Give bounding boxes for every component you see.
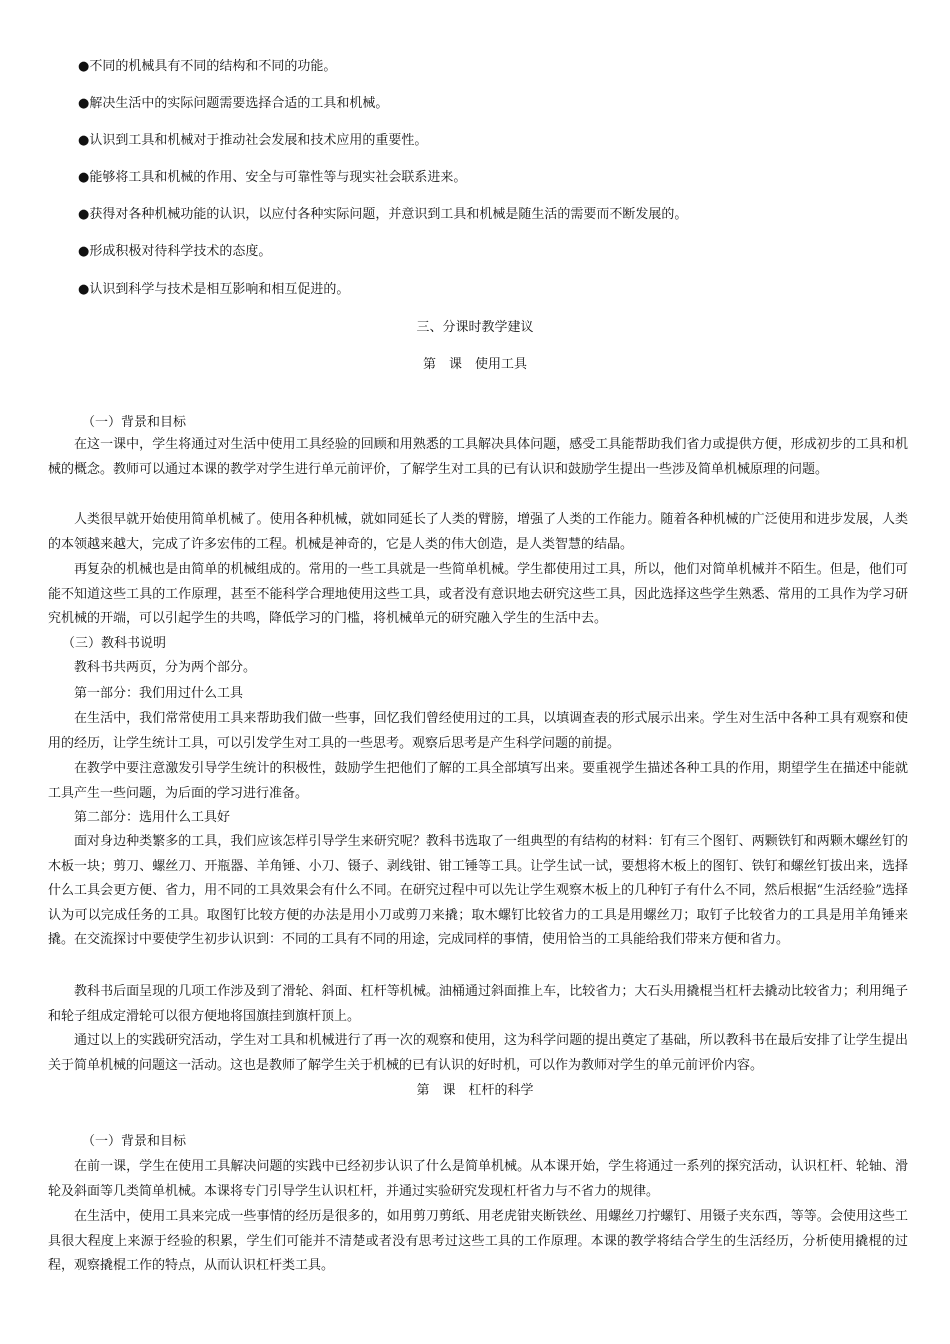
subheading-background: （一）背景和目标 (82, 1134, 187, 1149)
paragraph: 教科书后面呈现的几项工作涉及到了滑轮、斜面、杠杆等机械。油桶通过斜面推上车，比较省力；大石头用撬棍当杠杆去撬动比较省力；利用绳子和轮子组成定滑轮可以很方便地将国旗挂到旗杆顶上。 (48, 984, 908, 1024)
bullet-item: ●形成积极对待科学技术的态度。 (78, 244, 272, 259)
paragraph: 在生活中，我们常常使用工具来帮助我们做一些事，回忆我们曾经使用过的工具，以填调查表的形式展示出来。学生对生活中各种工具有观察和使用的经历，让学生统计工具，可以引发学生对工具的一些思考。观察后思考是产生科学问题的前提。 (48, 711, 908, 751)
subheading-background: （一）背景和目标 (82, 415, 187, 430)
part-title: 第二部分：选用什么工具好 (74, 810, 231, 825)
bullet-item: ●认识到科学与技术是相互影响和相互促进的。 (78, 282, 350, 297)
paragraph: 在教学中要注意激发引导学生统计的积极性，鼓励学生把他们了解的工具全部填写出来。要重视学生描述各种工具的作用，期望学生在描述中能就工具产生一些问题，为后面的学习进行准备。 (48, 761, 908, 801)
paragraph: 通过以上的实践研究活动，学生对工具和机械进行了再一次的观察和使用，这为科学问题的提出奠定了基础，所以教科书在最后安排了让学生提出关于简单机械的问题这一活动。这也是教师了解学生关于机械的已有认识的好时机，可以作为教师对学生的单元前评价内容。 (48, 1033, 908, 1073)
paragraph: 面对身边种类繁多的工具，我们应该怎样引导学生来研究呢？教科书选取了一组典型的有结构的材料：钉有三个图钉、两颗铁钉和两颗木螺丝钉的木板一块；剪刀、螺丝刀、开瓶器、羊角锤、小刀、镊子、剥线钳、钳工锤等工具。让学生试一试，要想将木板上的图钉、铁钉和螺丝钉拔出来，选择什么工具会更方便、省力，用不同的工具效果会有什么不同。在研究过程中可以先让学生观察木板上的几种钉子有什么不同，然后根据“生活经验”选择认为可以完成任务的工具。取图钉比较方便的办法是用小刀或剪刀来撬；取木螺钉比较省力的工具是用螺丝刀；取钉子比较省力的工具是用羊角锤来撬。在交流探讨中要使学生初步认识到：不同的工具有不同的用途，完成同样的事情，使用恰当的工具能给我们带来方便和省力。 (48, 834, 908, 948)
paragraph: 在这一课中，学生将通过对生活中使用工具经验的回顾和用熟悉的工具解决具体问题，感受工具能帮助我们省力或提供方便，形成初步的工具和机械的概念。教师可以通过本课的教学对学生进行单元前评价，了解学生对工具的已有认识和鼓励学生提出一些涉及简单机械原理的问题。 (48, 437, 908, 477)
bullet-item: ●解决生活中的实际问题需要选择合适的工具和机械。 (78, 96, 389, 111)
paragraph: 再复杂的机械也是由简单的机械组成的。常用的一些工具就是一些简单机械。学生都使用过工具，所以，他们对简单机械并不陌生。但是，他们可能不知道这些工具的工作原理，甚至不能科学合理地使用这些工具，或者没有意识地去研究这些工具，因此选择这些学生熟悉、常用的工具作为学习研究机械的开端，可以引起学生的共鸣，降低学习的门槛，将机械单元的研究融入学生的生活中去。 (48, 562, 908, 627)
paragraph: 在生活中，使用工具来完成一些事情的经历是很多的，如用剪刀剪纸、用老虎钳夹断铁丝、用螺丝刀拧螺钉、用镊子夹东西，等等。会使用这些工具很大程度上来源于经验的积累，学生们可能并不清楚或者没有思考过这些工具的工作原理。本课的教学将结合学生的生活经历，分析使用撬棍的过程，观察撬棍工作的特点，从而认识杠杆类工具。 (48, 1209, 908, 1274)
bullet-item: ●能够将工具和机械的作用、安全与可靠性等与现实社会联系进来。 (78, 170, 467, 185)
paragraph: 在前一课，学生在使用工具解决问题的实践中已经初步认识了什么是简单机械。从本课开始，学生将通过一系列的探究活动，认识杠杆、轮轴、滑轮及斜面等几类简单机械。本课将专门引导学生认识杠杆，并通过实验研究发现杠杆省力与不省力的规律。 (48, 1159, 908, 1199)
paragraph: 人类很早就开始使用简单机械了。使用各种机械，就如同延长了人类的臂膀，增强了人类的工作能力。随着各种机械的广泛使用和进步发展，人类的本领越来越大，完成了许多宏伟的工程。机械是神奇的，它是人类的伟大创造，是人类智慧的结晶。 (48, 512, 908, 552)
bullet-item: ●获得对各种机械功能的认识，以应付各种实际问题，并意识到工具和机械是随生活的需要而不断发展的。 (78, 207, 688, 222)
text-line: 教科书共两页，分为两个部分。 (74, 660, 257, 675)
lesson-title: 第 课 杠杆的科学 (416, 1083, 534, 1098)
bullet-item: ●不同的机械具有不同的结构和不同的功能。 (78, 59, 337, 74)
bullet-item: ●认识到工具和机械对于推动社会发展和技术应用的重要性。 (78, 133, 428, 148)
section-title: 三、分课时教学建议 (416, 320, 534, 335)
subheading-textbook: （三）教科书说明 (62, 636, 167, 651)
lesson-title: 第 课 使用工具 (422, 357, 527, 372)
part-title: 第一部分：我们用过什么工具 (74, 686, 244, 701)
